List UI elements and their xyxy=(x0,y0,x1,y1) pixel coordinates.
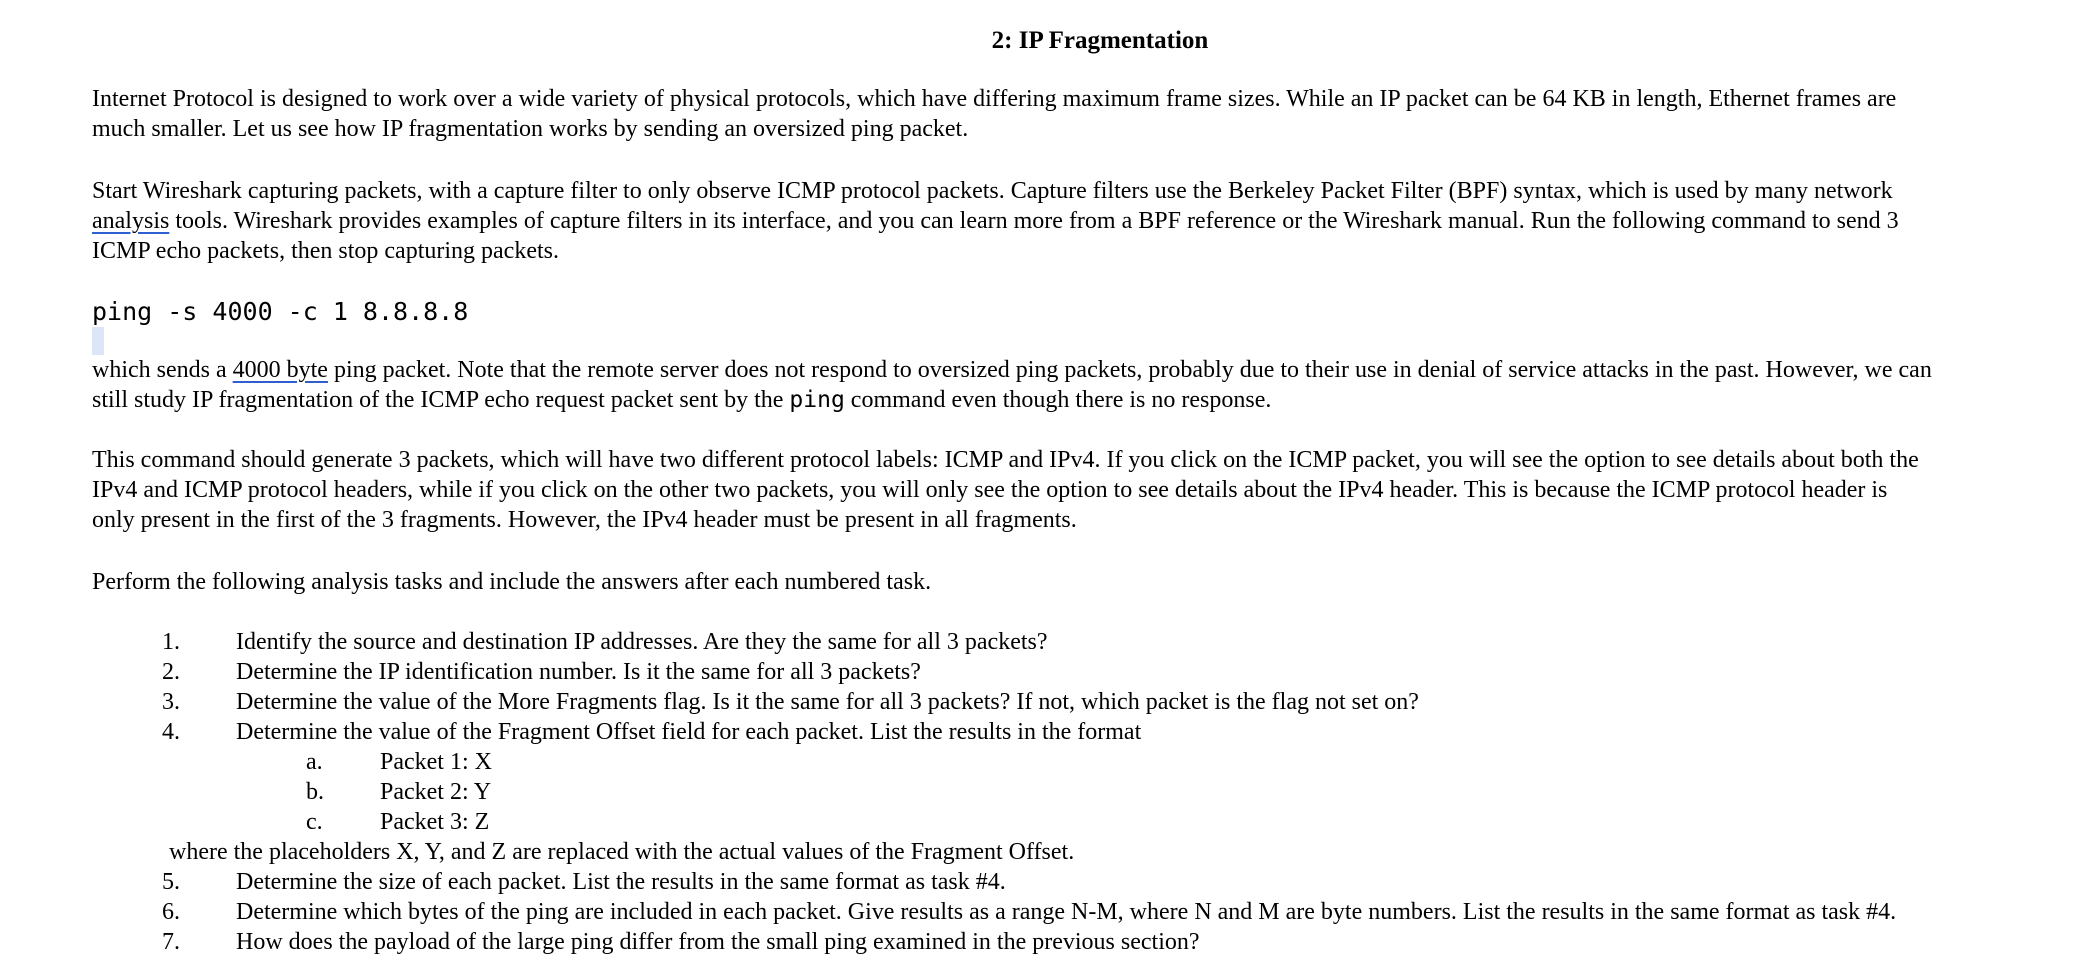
protocols-paragraph xyxy=(92,445,2082,535)
intro-line-1: Internet Protocol is designed to work over a wide variety of physical protocols, which have differing maximum frame sizes. While an IP packet can be 64 KB in length, Ethernet frames are xyxy=(92,86,1897,112)
continuation-text: where the placeholders X, Y, and Z are replaced with the actual values of the Fragment Offset. xyxy=(169,839,1075,865)
task-number: 7. xyxy=(162,929,180,955)
intro-paragraph xyxy=(92,84,2082,144)
protocols-line-1: This command should generate 3 packets, which will have two different protocol labels: ICMP and IPv4. If you click on the ICMP packet, you will see the option to see details about both the xyxy=(92,447,1919,473)
response-line-2-pre: still study IP fragmentation of the ICMP echo request packet sent by the xyxy=(92,387,790,413)
task-text: Determine the value of the More Fragments flag. Is it the same for all 3 packets? If not, which packet is the flag not set on? xyxy=(236,689,1419,715)
list-item xyxy=(0,657,2082,687)
list-item xyxy=(0,627,2082,657)
task-list xyxy=(0,627,2082,957)
subtask-letter: b. xyxy=(306,779,324,805)
text-cursor-highlight xyxy=(92,327,104,355)
protocols-line-2: IPv4 and ICMP protocol headers, while if you click on the other two packets, you will only see the option to see details about the IPv4 header. This is because the ICMP protocol header is xyxy=(92,477,1888,503)
response-line-1-post: ping packet. Note that the remote server does not respond to oversized ping packets, probably due to their use in denial of service attacks in the past. However, we can xyxy=(327,357,1932,383)
task-number: 5. xyxy=(162,869,180,895)
intro-line-2: much smaller. Let us see how IP fragmentation works by sending an oversized ping packet. xyxy=(92,116,969,142)
capture-line-1: Start Wireshark capturing packets, with a capture filter to only observe ICMP protocol packets. Capture filters use the Berkeley Packet Filter (BPF) syntax, which is used by many network xyxy=(92,178,1893,204)
subtask-text: Packet 2: Y xyxy=(380,779,492,805)
task-number: 3. xyxy=(162,689,180,715)
capture-line-3: ICMP echo packets, then stop capturing packets. xyxy=(92,238,559,264)
list-item xyxy=(0,867,2082,897)
capture-line-2-rest: tools. Wireshark provides examples of capture filters in its interface, and you can learn more from a BPF reference or the Wireshark manual. Run the following command to send 3 xyxy=(169,208,1899,234)
response-line-2 xyxy=(92,385,2082,415)
list-item xyxy=(0,897,2082,927)
task-number: 2. xyxy=(162,659,180,685)
response-line-2-post: command even though there is no response. xyxy=(844,387,1272,413)
sub-list-item xyxy=(0,777,2082,807)
response-line-1-pre: which sends a xyxy=(92,357,233,383)
list-item xyxy=(0,717,2082,747)
ping-command: ping -s 4000 -c 1 8.8.8.8 xyxy=(92,297,469,326)
task-text: Determine the value of the Fragment Offset field for each packet. List the results in the format xyxy=(236,719,1142,745)
response-line-1 xyxy=(92,355,2082,385)
response-paragraph xyxy=(92,355,2082,415)
list-item xyxy=(0,687,2082,717)
task-number: 1. xyxy=(162,629,180,655)
task-4-continuation xyxy=(0,837,2082,867)
task-number: 4. xyxy=(162,719,180,745)
list-item xyxy=(0,927,2082,957)
tasks-intro: Perform the following analysis tasks and include the answers after each numbered task. xyxy=(92,569,932,595)
spellcheck-word-4000-byte[interactable]: 4000 byte xyxy=(232,357,328,383)
task-text: Determine which bytes of the ping are included in each packet. Give results as a range N-M, where N and M are byte numbers. List the results in the same format as task #4. xyxy=(236,899,1897,925)
subtask-letter: c. xyxy=(306,809,323,835)
protocols-line-3: only present in the first of the 3 fragments. However, the IPv4 header must be present in all fragments. xyxy=(92,507,1077,533)
capture-paragraph xyxy=(92,176,2082,266)
capture-line-2 xyxy=(92,206,2082,236)
inline-code-ping: ping xyxy=(789,387,845,413)
task-number: 6. xyxy=(162,899,180,925)
section-title: 2: IP Fragmentation xyxy=(991,27,1209,54)
task-text: Identify the source and destination IP addresses. Are they the same for all 3 packets? xyxy=(236,629,1048,655)
task-text: How does the payload of the large ping differ from the small ping examined in the previous section? xyxy=(236,929,1200,955)
subtask-text: Packet 3: Z xyxy=(380,809,490,835)
subtask-letter: a. xyxy=(306,749,323,775)
subtask-text: Packet 1: X xyxy=(380,749,492,775)
task-text: Determine the size of each packet. List the results in the same format as task #4. xyxy=(236,869,1006,895)
sub-list-item xyxy=(0,747,2082,777)
task-text: Determine the IP identification number. Is it the same for all 3 packets? xyxy=(236,659,921,685)
sub-list-item xyxy=(0,807,2082,837)
spellcheck-word-analysis[interactable]: analysis xyxy=(92,208,170,234)
